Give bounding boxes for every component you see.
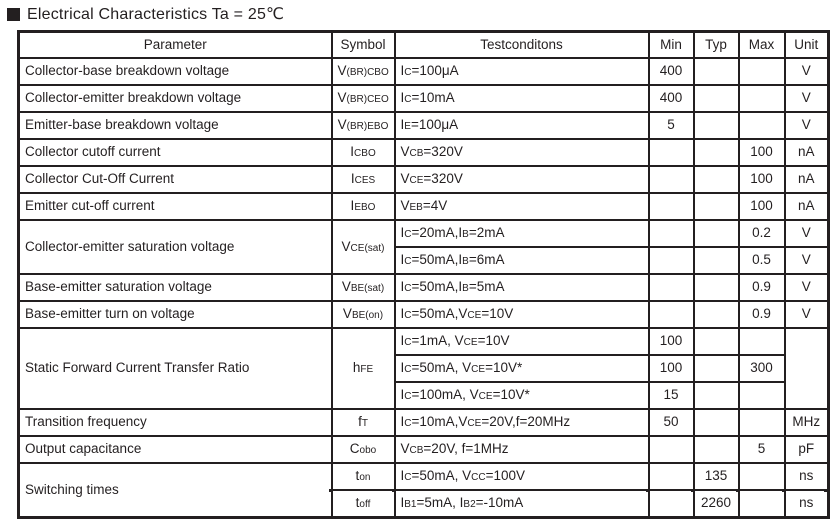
cell-condition: IC=1mA, VCE=10V	[395, 328, 649, 355]
cell-typ	[694, 139, 739, 166]
cell-parameter: Emitter cut-off current	[19, 193, 332, 220]
cell-unit: V	[785, 274, 829, 301]
cell-symbol: fT	[332, 409, 395, 436]
col-header-typ: Typ	[694, 32, 739, 59]
cell-parameter: Base-emitter turn on voltage	[19, 301, 332, 328]
col-header-conditions: Testconditons	[395, 32, 649, 59]
cell-unit: nA	[785, 139, 829, 166]
cell-unit: V	[785, 85, 829, 112]
cell-symbol: V(BR)EBO	[332, 112, 395, 139]
cell-symbol: V(BR)CEO	[332, 85, 395, 112]
cell-min	[649, 166, 694, 193]
cell-typ	[694, 85, 739, 112]
cell-symbol: VBE(sat)	[332, 274, 395, 301]
cell-min	[649, 193, 694, 220]
cell-condition: VCB=320V	[395, 139, 649, 166]
col-header-min: Min	[649, 32, 694, 59]
cell-parameter: Collector-emitter saturation voltage	[19, 220, 332, 274]
cell-unit: V	[785, 58, 829, 85]
cell-min: 400	[649, 85, 694, 112]
cell-typ	[694, 193, 739, 220]
cell-max	[739, 490, 785, 518]
cell-typ	[694, 58, 739, 85]
cell-parameter: Emitter-base breakdown voltage	[19, 112, 332, 139]
cell-min	[649, 220, 694, 247]
cell-condition: IC=50mA, VCC=100V	[395, 463, 649, 490]
cell-typ: 135	[694, 463, 739, 490]
cell-parameter: Collector Cut-Off Current	[19, 166, 332, 193]
table-row	[19, 409, 829, 436]
section-title-text: Electrical Characteristics Ta = 25℃	[27, 6, 285, 23]
cell-typ	[694, 409, 739, 436]
cell-condition: VCE=320V	[395, 166, 649, 193]
col-header-unit: Unit	[785, 32, 829, 59]
cell-symbol: toff	[332, 490, 395, 518]
cell-max	[739, 112, 785, 139]
cell-max: 300	[739, 355, 785, 382]
cell-typ	[694, 274, 739, 301]
cell-condition: IC=50mA,IB=6mA	[395, 247, 649, 274]
cell-parameter: Output capacitance	[19, 436, 332, 463]
cell-unit: ns	[785, 490, 829, 518]
cell-parameter: Base-emitter saturation voltage	[19, 274, 332, 301]
section-title	[7, 4, 284, 24]
cell-max: 100	[739, 166, 785, 193]
cell-unit: pF	[785, 436, 829, 463]
cell-unit: nA	[785, 193, 829, 220]
col-header-max: Max	[739, 32, 785, 59]
cell-condition: IC=100μA	[395, 58, 649, 85]
cell-max: 0.9	[739, 274, 785, 301]
cell-unit: V	[785, 220, 829, 247]
cell-parameter: Collector-emitter breakdown voltage	[19, 85, 332, 112]
cell-max: 100	[739, 139, 785, 166]
table-row	[19, 463, 829, 490]
cell-condition: IC=50mA, VCE=10V*	[395, 355, 649, 382]
table-row	[19, 85, 829, 112]
cell-unit: nA	[785, 166, 829, 193]
cell-symbol: ICES	[332, 166, 395, 193]
cell-typ	[694, 355, 739, 382]
cell-unit	[785, 328, 829, 409]
cell-typ: 2260	[694, 490, 739, 518]
cell-min	[649, 301, 694, 328]
cell-unit: V	[785, 301, 829, 328]
cell-min	[649, 436, 694, 463]
cell-symbol: hFE	[332, 328, 395, 409]
table-row	[19, 58, 829, 85]
cell-condition: IC=10mA	[395, 85, 649, 112]
table-row	[19, 139, 829, 166]
cell-min: 50	[649, 409, 694, 436]
table-row	[19, 166, 829, 193]
cell-typ	[694, 382, 739, 409]
cell-max: 0.2	[739, 220, 785, 247]
cell-min: 100	[649, 328, 694, 355]
cell-min: 400	[649, 58, 694, 85]
cell-parameter: Collector cutoff current	[19, 139, 332, 166]
cell-condition: IC=20mA,IB=2mA	[395, 220, 649, 247]
cell-max	[739, 463, 785, 490]
cell-typ	[694, 220, 739, 247]
cell-max	[739, 382, 785, 409]
cell-typ	[694, 112, 739, 139]
cell-symbol: ton	[332, 463, 395, 490]
cell-max	[739, 85, 785, 112]
cell-min	[649, 490, 694, 518]
cell-parameter: Static Forward Current Transfer Ratio	[19, 328, 332, 409]
cell-symbol: V(BR)CBO	[332, 58, 395, 85]
cell-max	[739, 409, 785, 436]
table-row	[19, 301, 829, 328]
table-row	[19, 274, 829, 301]
header-row	[19, 32, 829, 59]
table-row	[19, 328, 829, 355]
cell-typ	[694, 166, 739, 193]
cell-parameter: Transition frequency	[19, 409, 332, 436]
cell-unit: V	[785, 112, 829, 139]
cell-max: 0.5	[739, 247, 785, 274]
cell-unit: MHz	[785, 409, 829, 436]
cell-condition: IE=100μA	[395, 112, 649, 139]
cell-min	[649, 139, 694, 166]
cell-min	[649, 247, 694, 274]
cell-typ	[694, 328, 739, 355]
cell-condition: IC=50mA,VCE=10V	[395, 301, 649, 328]
table-row	[19, 436, 829, 463]
cell-typ	[694, 247, 739, 274]
cell-min: 5	[649, 112, 694, 139]
cell-max	[739, 58, 785, 85]
cell-condition: IC=10mA,VCE=20V,f=20MHz	[395, 409, 649, 436]
cell-unit: V	[785, 247, 829, 274]
cell-symbol: ICBO	[332, 139, 395, 166]
section-bullet-icon	[7, 8, 20, 21]
cell-symbol: VBE(on)	[332, 301, 395, 328]
cell-max: 0.9	[739, 301, 785, 328]
cell-min: 100	[649, 355, 694, 382]
cell-max: 5	[739, 436, 785, 463]
cell-min	[649, 274, 694, 301]
cell-max	[739, 328, 785, 355]
cell-condition: VCB=20V, f=1MHz	[395, 436, 649, 463]
table-row	[19, 193, 829, 220]
col-header-symbol: Symbol	[332, 32, 395, 59]
cell-max: 100	[739, 193, 785, 220]
cell-condition: IC=50mA,IB=5mA	[395, 274, 649, 301]
cell-condition: IC=100mA, VCE=10V*	[395, 382, 649, 409]
cell-symbol: Cobo	[332, 436, 395, 463]
electrical-characteristics-table	[17, 30, 830, 519]
table-row	[19, 220, 829, 247]
cell-condition: IB1=5mA, IB2=-10mA	[395, 490, 649, 518]
cell-parameter: Collector-base breakdown voltage	[19, 58, 332, 85]
cell-typ	[694, 436, 739, 463]
cell-symbol: VCE(sat)	[332, 220, 395, 274]
col-header-parameter: Parameter	[19, 32, 332, 59]
table-row	[19, 112, 829, 139]
cell-min: 15	[649, 382, 694, 409]
cell-min	[649, 463, 694, 490]
cell-condition: VEB=4V	[395, 193, 649, 220]
cell-parameter: Switching times	[19, 463, 332, 518]
cell-typ	[694, 301, 739, 328]
cell-unit: ns	[785, 463, 829, 490]
cell-symbol: IEBO	[332, 193, 395, 220]
